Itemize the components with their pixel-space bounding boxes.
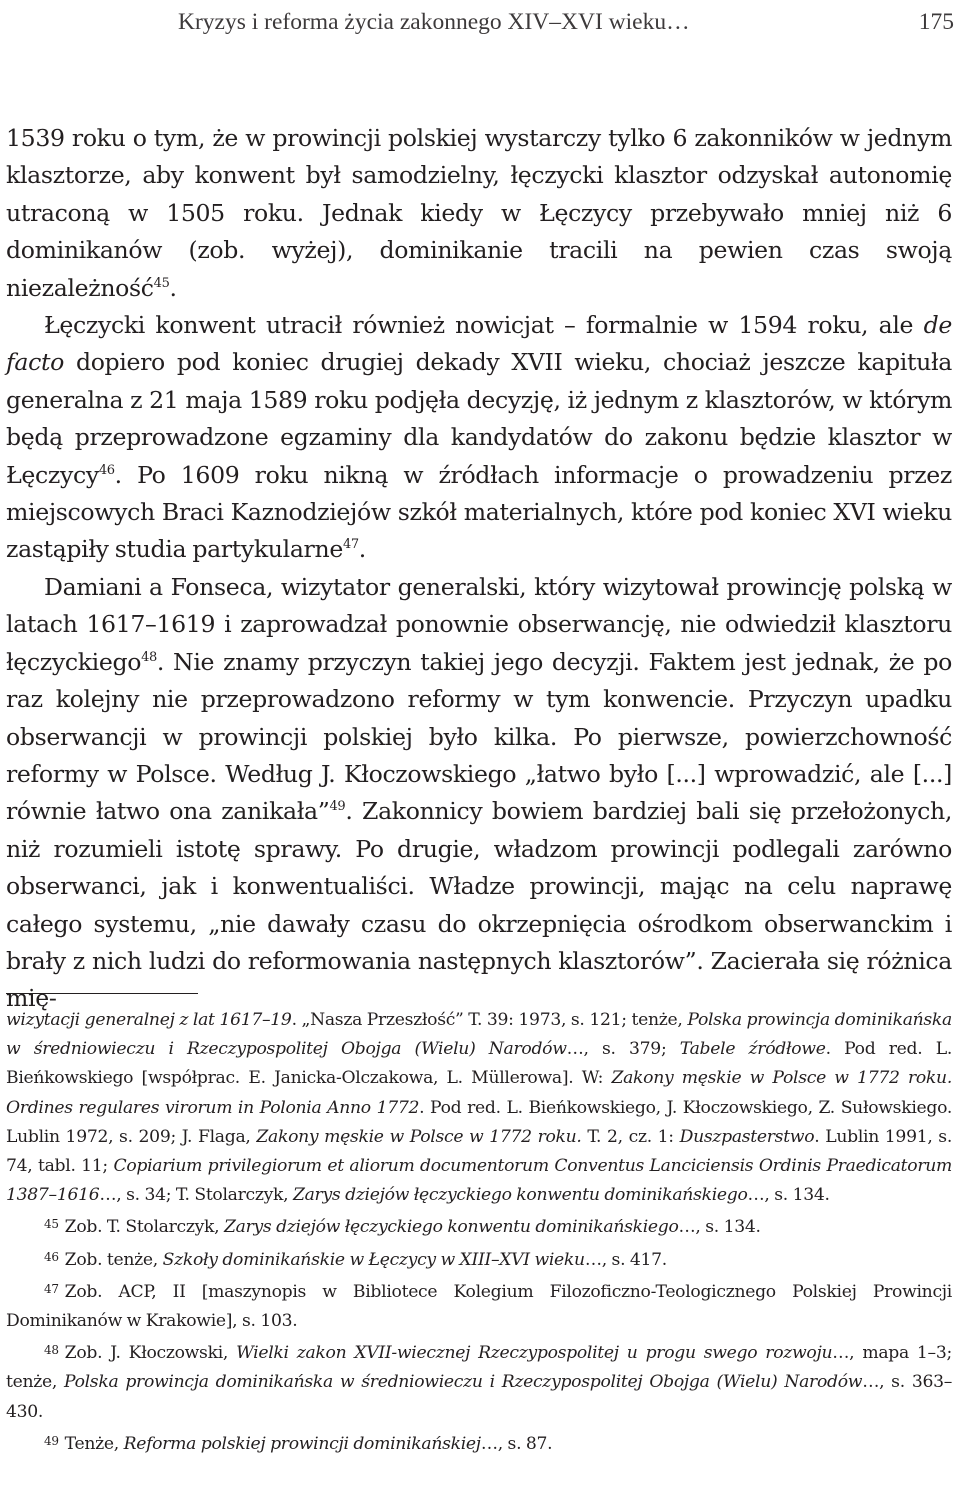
italic-title: Polska prowincja dominikańska w średniowieczu i Rzeczypospolitej Obojga (Wielu) Narodów: [64, 1372, 863, 1393]
italic-title: Szkoły dominikańskie w Łęczycy w XIII–XVI wieku: [162, 1249, 585, 1270]
paragraph-3: [6, 569, 952, 1018]
footnote-number: 48: [44, 1343, 59, 1358]
footnote-text: …, s. 34; T. Stolarczyk,: [99, 1185, 293, 1206]
footnote-text: . Lublin 1991, s. 74, tabl. 11;: [6, 1126, 952, 1177]
italic-title: Tabele źródłowe: [679, 1039, 826, 1060]
italic-title: Copiarium privilegiorum et aliorum documentorum Conventus Lanciciensis Ordinis Praedicatorum 1387–1616: [6, 1156, 952, 1206]
footnote-text: …, s. 87.: [480, 1433, 553, 1454]
footnote-reference-48[interactable]: 48: [141, 649, 157, 665]
footnote-text: …, s. 363–430.: [6, 1372, 953, 1422]
italic-title: Reforma polskiej prowincji dominikańskiej: [123, 1433, 481, 1454]
footnote-45: [6, 1210, 952, 1242]
italic-title: Polska prowincja dominikańska w średniowieczu i Rzeczypospolitej Obojga (Wielu) Narodów: [6, 1010, 952, 1060]
footnote-number: 46: [44, 1249, 59, 1264]
footnote-text: …, s. 417.: [584, 1249, 667, 1270]
paragraph-text: . Nie znamy przyczyn takiej jego decyzji. Faktem jest jednak, że po raz kolejny nie przeprowadzono reformy w tym konwencie. Przyczyn upadku obserwancji w prowincji polskiej było kilka. Po pierwsze, powierzchowność reformy w Polsce. Według J. Kłoczowskiego „łatwo było [...] wprowadzić, ale [...] równie łatwo ona zanikała”: [6, 647, 952, 826]
footnote-reference-47[interactable]: 47: [342, 537, 359, 553]
running-title: Kryzys i reforma życia zakonnego XIV–XVI wieku…: [178, 8, 690, 35]
footnote-number: 49: [44, 1433, 59, 1448]
italic-title: Wielki zakon XVII-wiecznej Rzeczypospolitej u progu swego rozwoju: [236, 1343, 833, 1364]
footnote-reference-45[interactable]: 45: [153, 275, 170, 291]
footnote-text: . Pod red. L. Bieńkowskiego, J. Kłoczowskiego, Z. Sułowskiego. Lublin 1972, s. 209; J. Flaga,: [6, 1097, 952, 1147]
footnote-text: Tenże,: [64, 1433, 124, 1454]
footnote-text: Zob. T. Stolarczyk,: [64, 1217, 224, 1238]
paragraph-2: [6, 307, 952, 569]
footnote-text: Zob. J. Kłoczowski,: [64, 1343, 237, 1364]
italic-title: Duszpasterstwo: [679, 1126, 815, 1147]
paragraph-text: . Po 1609 roku nikną w źródłach informacje o prowadzeniu przez miejscowych Braci Kaznodziejów szkół materialnych, które pod koniec XVI wieku zastąpiły studia partykularne: [6, 460, 952, 564]
footnotes-section: [6, 1006, 952, 1459]
footnote-48: [6, 1336, 952, 1427]
italic-title: Zakony męskie w Polsce w 1772 roku. Ordines regulares virorum in Polonia Anno 1772: [6, 1068, 952, 1118]
paragraph-text: .: [169, 273, 177, 302]
italic-title: Zakony męskie w Polsce w 1772 roku.: [256, 1126, 588, 1147]
footnote-text: …, s. 379;: [566, 1039, 680, 1060]
footnote-text: . „Nasza Przeszłość” T. 39: 1973, s. 121; tenże,: [291, 1010, 688, 1030]
footnote-text: Zob. ACP, II [maszynopis w Bibliotece Kolegium Filozoficzno-Teologicznego Polskiej Prowincji Dominikanów w Krakowie], s. 103.: [6, 1281, 952, 1332]
footnote-text: …, s. 134.: [678, 1217, 761, 1238]
italic-phrase: de facto: [6, 311, 952, 377]
footnote-number: 45: [44, 1217, 59, 1232]
italic-title: wizytacji generalnej z lat 1617–19: [6, 1010, 292, 1030]
paragraph-text: . Zakonnicy bowiem bardziej bali się przełożonych, niż rozumieli istotę sprawy. Po drugie, władzom prowincji podlegali zarówno obserwanci, jak i konwentualiści. Władze prowincji, mając na celu naprawę całego systemu, „nie dawały czasu do okrzepnięcia ośrodkom obserwanckim i brały z nich ludzi do reformowania następnych klasztorów”. Zacierała się różnica mię-: [6, 797, 952, 1013]
footnote-text: …, mapa 1–3; tenże,: [6, 1343, 952, 1393]
italic-title: Zarys dziejów łęczyckiego konwentu dominikańskiego: [292, 1185, 748, 1206]
footnote-continued: [6, 1006, 952, 1210]
running-header: [178, 2, 954, 42]
paragraph-text: 1539 roku o tym, że w prowincji polskiej wystarczy tylko 6 zakonników w jednym klasztorze, aby konwent był samodzielny, łęczycki klasztor odzyskał autonomię utraconą w 1505 roku. Jednak kiedy w Łęczycy przebywało mniej niż 6 dominikanów (zob. wyżej), dominikanie tracili na pewien czas swoją niezależność: [6, 124, 952, 302]
footnote-divider: [6, 993, 198, 994]
paragraph-1: [6, 120, 952, 307]
footnote-reference-49[interactable]: 49: [329, 799, 346, 815]
paragraph-text: Łęczycki konwent utracił również nowicjat – formalnie w 1594 roku, ale: [44, 311, 924, 340]
footnote-text: T. 2, cz. 1:: [587, 1126, 680, 1147]
paragraph-text: Damiani a Fonseca, wizytator generalski, który wizytował prowincję polską w latach 1617–1619 i zaprowadzał ponownie obserwancję, nie odwiedził klasztoru łęczyckiego: [6, 572, 952, 676]
footnote-47: [6, 1275, 952, 1336]
italic-title: Zarys dziejów łęczyckiego konwentu dominikańskiego: [223, 1217, 679, 1238]
footnote-text: . Pod red. L. Bieńkowskiego [współprac. E. Janicka-Olczakowa, L. Müllerowa]. W:: [6, 1039, 953, 1089]
page-number: 175: [918, 8, 954, 35]
footnote-number: 47: [44, 1281, 59, 1296]
footnote-49: [6, 1427, 952, 1459]
paragraph-text: .: [358, 535, 366, 564]
paragraph-text: dopiero pod koniec drugiej dekady XVII wieku, chociaż jeszcze kapituła generalna z 21 maja 1589 roku podjęła decyzję, iż jednym z klasztorów, w którym będą przeprowadzone egzaminy dla kandydatów do zakonu będzie klasztor w Łęczycy: [6, 348, 952, 489]
footnote-text: Zob. tenże,: [64, 1249, 163, 1270]
main-text: [6, 120, 952, 1018]
footnote-reference-46[interactable]: 46: [98, 462, 115, 478]
footnote-text: …, s. 134.: [747, 1185, 830, 1206]
footnote-46: [6, 1243, 952, 1275]
